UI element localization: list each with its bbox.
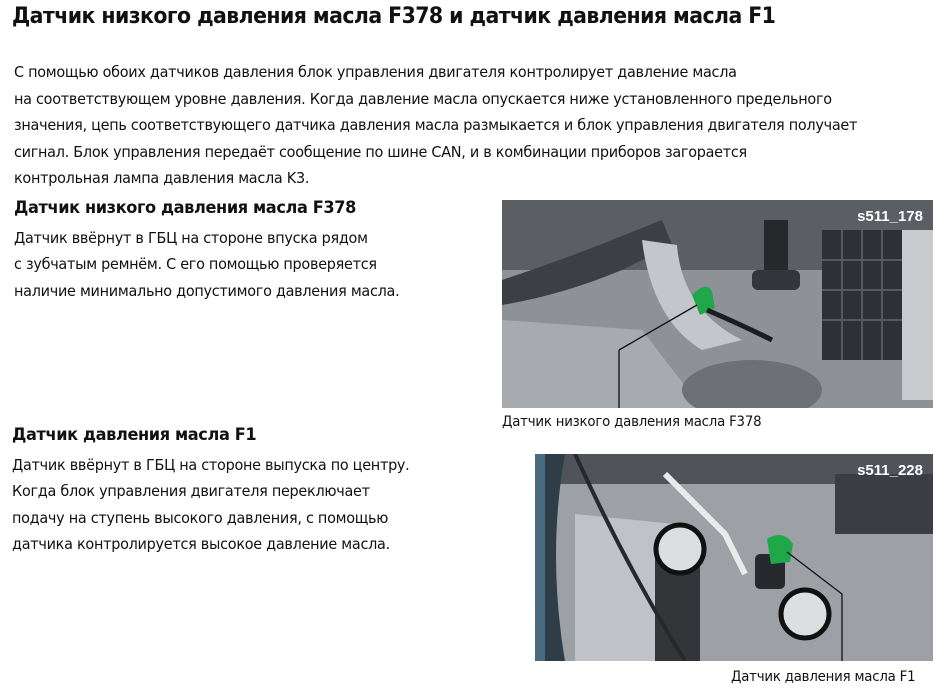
intro-line: С помощью обоих датчиков давления блок управления двигателя контролирует давление масла — [14, 63, 737, 81]
figure-caption-f378: Датчик низкого давления масла F378 — [502, 414, 762, 430]
section-heading-f1: Датчик давления масла F1 — [12, 425, 257, 445]
intro-line: сигнал. Блок управления передаёт сообщение по шине CAN, и в комбинации приборов загорается — [14, 143, 747, 161]
section2-line: подачу на ступень высокого давления, с помощью — [12, 509, 389, 527]
section1-line: с зубчатым ремнём. С его помощью проверяется — [14, 255, 377, 273]
figure-caption-f1: Датчик давления масла F1 — [731, 669, 916, 685]
section2-line: датчика контролируется высокое давление масла. — [12, 535, 390, 553]
intro-line: значения, цепь соответствующего датчика давления масла размыкается и блок управления двигателя получает — [14, 116, 858, 134]
section1-line: наличие минимально допустимого давления масла. — [14, 282, 400, 300]
engine-figure-f1 — [535, 454, 933, 661]
section1-line: Датчик ввёрнут в ГБЦ на стороне впуска рядом — [14, 229, 368, 247]
section-heading-f378: Датчик низкого давления масла F378 — [14, 198, 356, 218]
intro-line: контрольная лампа давления масла K3. — [14, 169, 310, 187]
figure-id: s511_228 — [857, 462, 923, 479]
engine-figure-f378 — [502, 200, 933, 408]
section2-line: Когда блок управления двигателя переключает — [12, 482, 370, 500]
page-title: Датчик низкого давления масла F378 и датчик давления масла F1 — [12, 4, 776, 29]
section2-line: Датчик ввёрнут в ГБЦ на стороне выпуска по центру. — [12, 456, 410, 474]
figure-id: s511_178 — [857, 208, 923, 225]
intro-line: на соответствующем уровне давления. Когда давление масла опускается ниже установленного предельного — [14, 90, 832, 108]
